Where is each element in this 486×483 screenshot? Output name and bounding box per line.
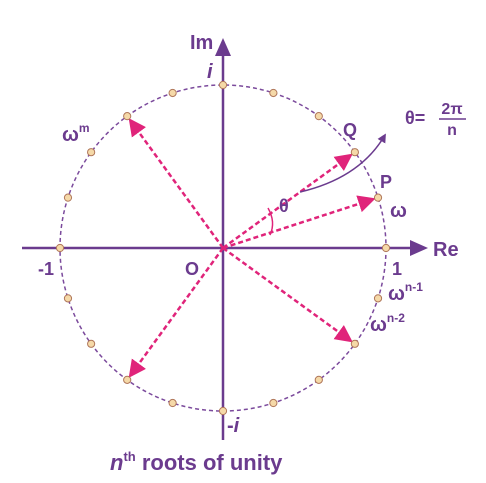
root-dot <box>64 194 71 201</box>
imaginary-axis-arrow <box>215 38 231 56</box>
caption-sup: th <box>123 449 136 464</box>
root-dot <box>169 399 176 406</box>
theta-formula-lhs: θ= <box>405 108 426 128</box>
omega-m-sup: m <box>78 121 90 135</box>
minus-i-sign: - <box>227 415 234 437</box>
minus-one-label: -1 <box>38 259 55 279</box>
caption-rest: roots of unity <box>135 450 283 475</box>
minus-i-letter: i <box>233 415 240 437</box>
omega-m-base: ω <box>62 124 79 146</box>
caption <box>110 449 283 475</box>
plus-i-label: i <box>207 61 213 83</box>
root-dot <box>374 194 381 201</box>
root-dot <box>219 407 226 414</box>
root-vector <box>223 199 372 248</box>
root-dot <box>169 89 176 96</box>
theta-formula-denominator: n <box>447 122 457 139</box>
root-dot <box>315 113 322 120</box>
theta-pointer-curve <box>300 135 385 192</box>
real-axis-arrow <box>410 240 428 256</box>
root-dot <box>88 149 95 156</box>
omega-n1-sup: n-1 <box>404 280 423 294</box>
point-q-label: Q <box>343 120 358 140</box>
omega-label: ω <box>390 200 407 222</box>
root-dot <box>56 244 63 251</box>
omega-n2-sup: n-2 <box>386 311 405 325</box>
root-dot <box>88 340 95 347</box>
point-p-label: P <box>380 172 393 192</box>
omega-n1-base: ω <box>388 283 405 305</box>
omega-m-label <box>62 121 90 146</box>
root-vector <box>131 121 223 248</box>
omega-n2-base: ω <box>370 314 387 336</box>
root-dot <box>382 244 389 251</box>
omega-n1-label <box>388 280 423 305</box>
root-dot <box>64 295 71 302</box>
omega-n2-label <box>370 311 405 336</box>
root-dot <box>219 81 226 88</box>
origin-label: O <box>185 259 200 279</box>
caption-n: n <box>110 450 124 475</box>
root-dot <box>351 340 358 347</box>
root-vector <box>223 248 350 340</box>
root-dot <box>351 149 358 156</box>
root-dot <box>270 399 277 406</box>
root-dot <box>315 376 322 383</box>
plus-one-label: 1 <box>392 259 403 279</box>
root-dot <box>124 376 131 383</box>
root-dot <box>124 113 131 120</box>
theta-symbol: θ <box>279 196 289 216</box>
minus-i-label <box>227 415 240 437</box>
re-axis-label: Re <box>433 239 459 261</box>
im-axis-label: Im <box>190 32 214 54</box>
root-dot <box>374 295 381 302</box>
root-dot <box>270 89 277 96</box>
theta-formula-numerator: 2π <box>441 101 463 118</box>
root-vector <box>131 248 223 375</box>
